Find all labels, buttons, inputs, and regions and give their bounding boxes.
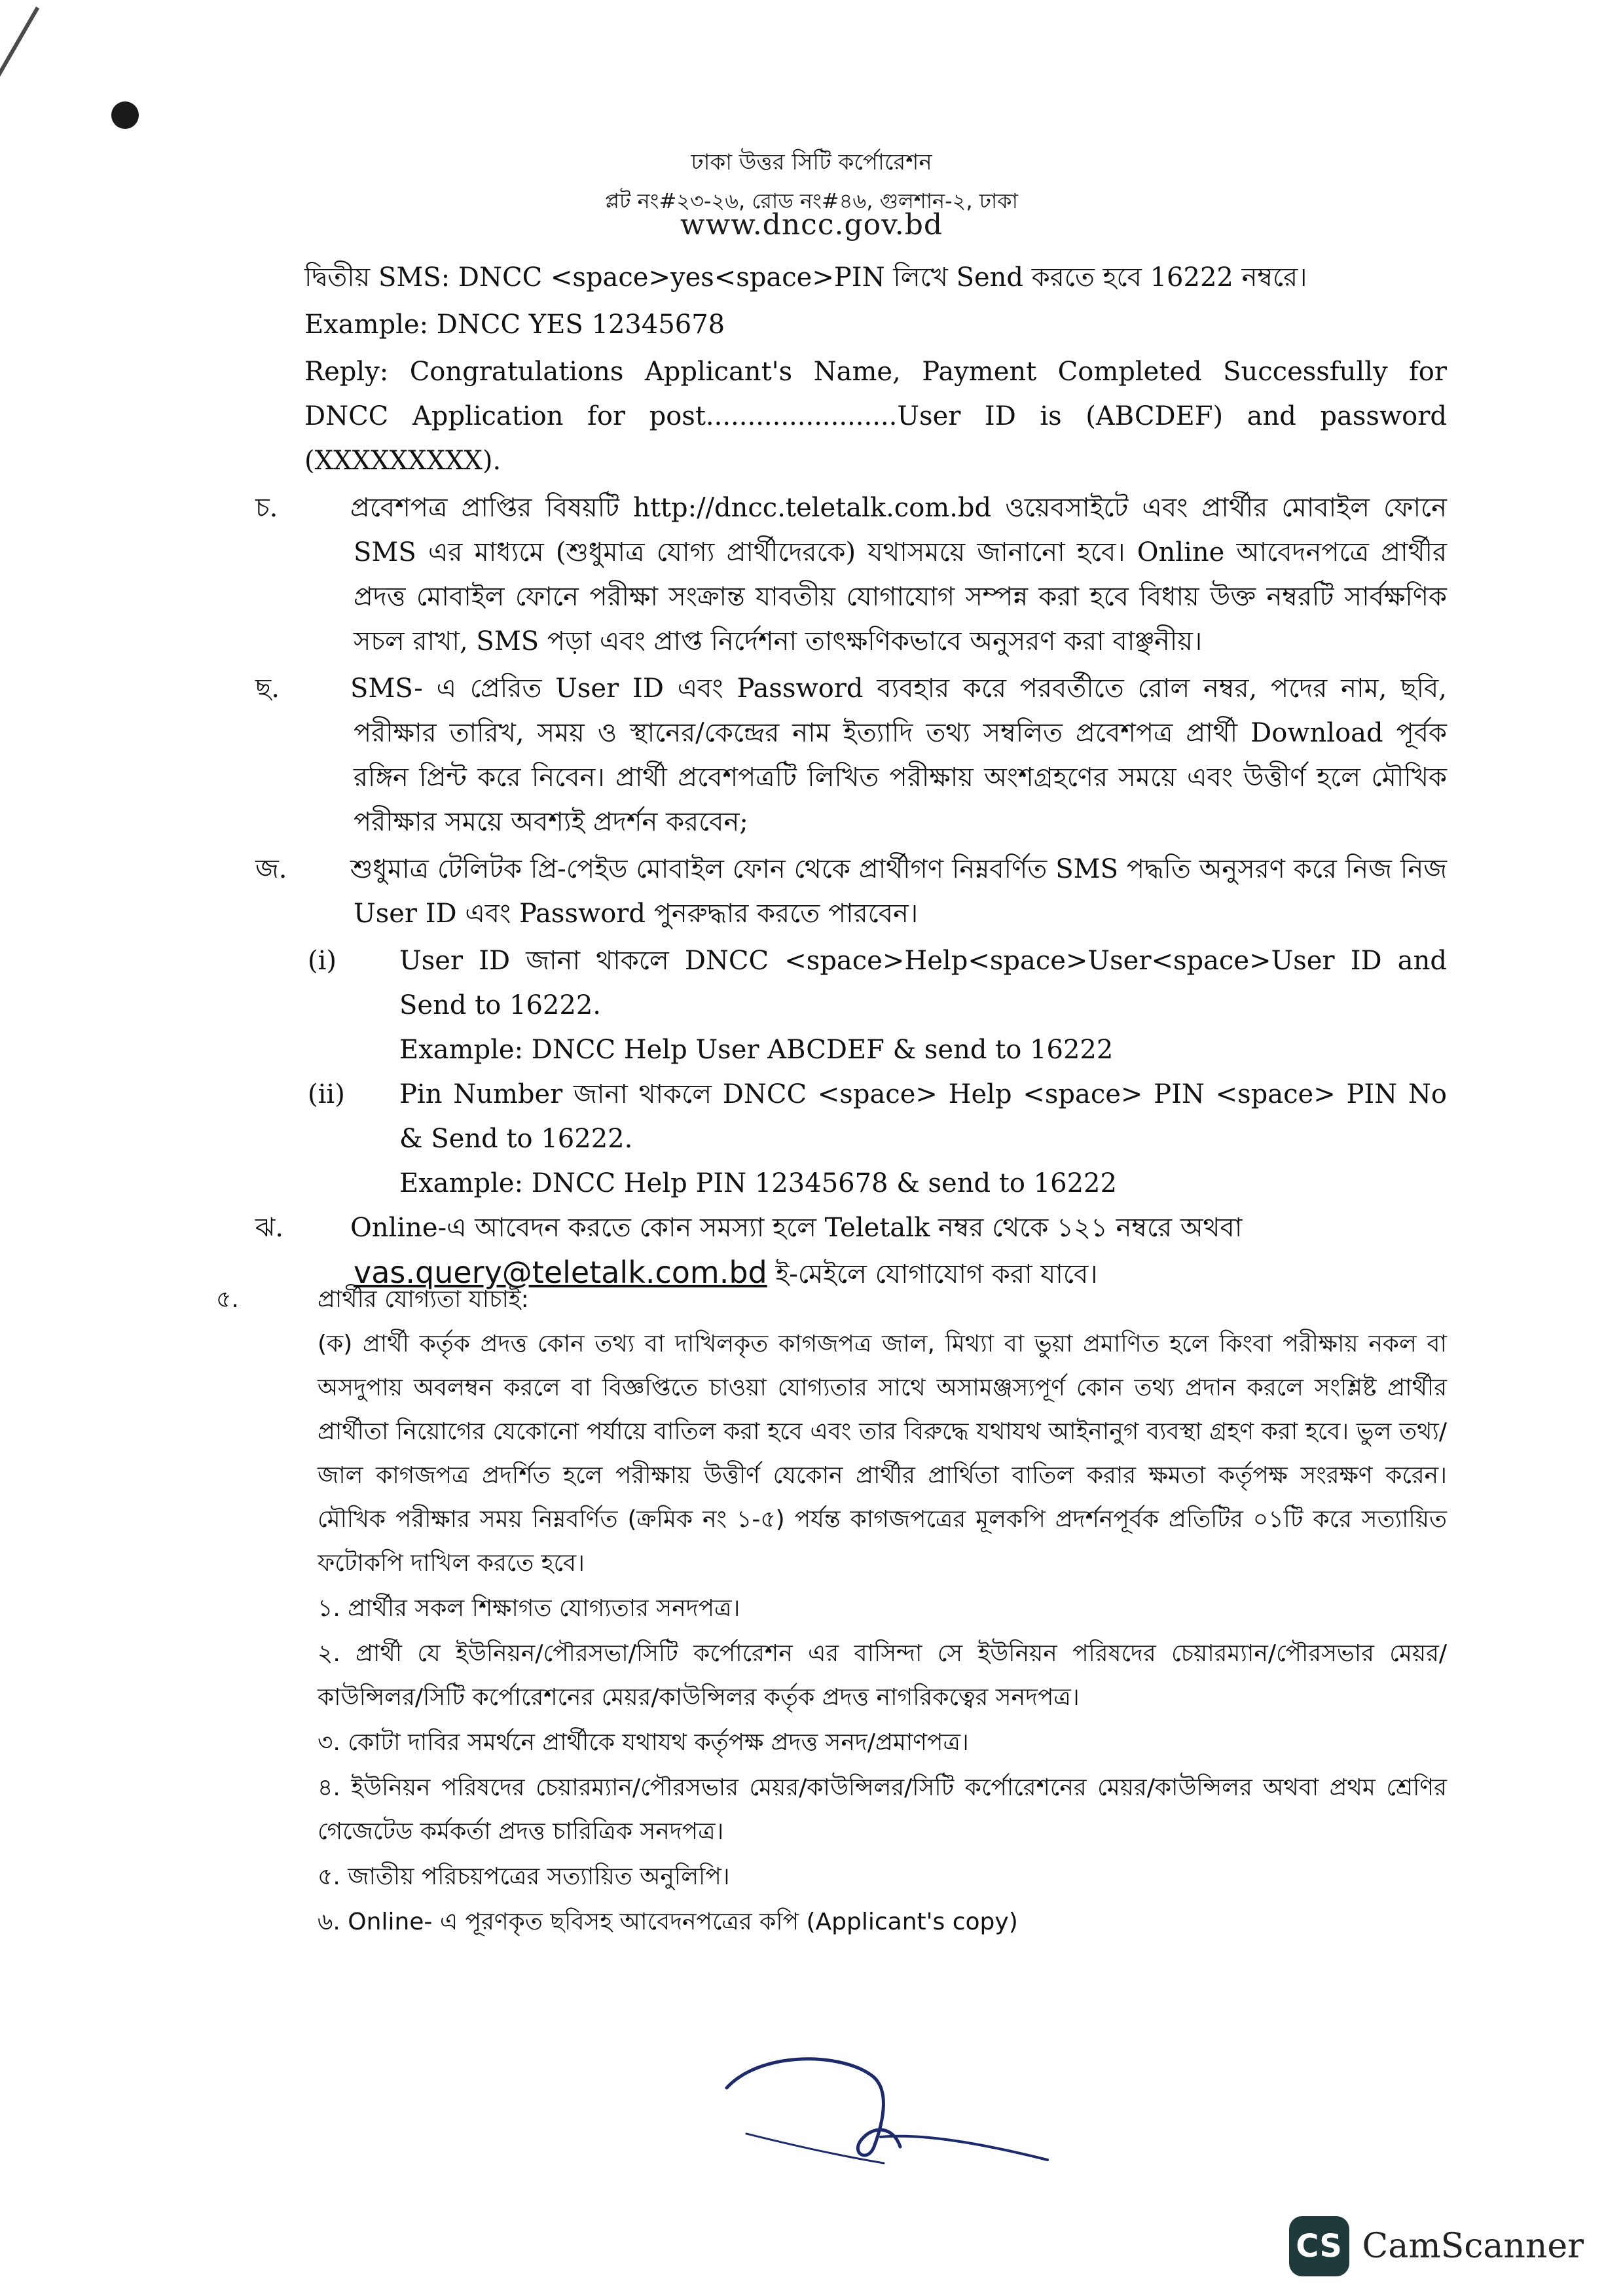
second-sms-instruction: দ্বিতীয় SMS: DNCC <space>yes<space>PIN লিখে Send করতে হবে 16222 নম্বরে। — [304, 262, 1307, 293]
sub-item-i — [304, 939, 1447, 1028]
section5-intro: (ক) প্রার্থী কর্তৃক প্রদত্ত কোন তথ্য বা দাখিলকৃত কাগজপত্র জাল, মিথ্যা বা ভুয়া প্রমাণিত হলে কিংবা পরীক্ষায় নকল বা অসদুপায় অবলম্বন করলে বা বিজ্ঞপ্তিতে চাওয়া যোগ্যতার সাথে অসামঞ্জস্যপূর্ণ কোন তথ্য প্রদান করলে সংশ্লিষ্ট প্রার্থীর প্রার্থীতা নিয়োগের যেকোনো পর্যায়ে বাতিল করা হবে এবং তার বিরুদ্ধে যথাযথ আইনানুগ ব্যবস্থা গ্রহণ করা হবে। ভুল তথ্য/জাল কাগজপত্র প্রদর্শিত হলে পরীক্ষায় উত্তীর্ণ যেকোন প্রার্থীর প্রার্থিতা বাতিল করার ক্ষমতা কর্তৃপক্ষ সংরক্ষণ করেন। মৌখিক পরীক্ষার সময় নিম্নবর্ণিত (ক্রমিক নং ১-৫) পর্যন্ত কাগজপত্রের মূলকপি প্রদর্শনপূর্বক প্রতিটির ০১টি করে সত্যায়িত ফটোকপি দাখিল করতে হবে। — [318, 1331, 1447, 1577]
doc-list-item-6: ৬. Online- এ পূরণকৃত ছবিসহ আবেদনপত্রের কপি (Applicant's copy) — [318, 1909, 1018, 1935]
section5-title: প্রার্থীর যোগ্যতা যাচাই: — [318, 1286, 529, 1313]
item-jha-text-after: ই-মেইলে যোগাযোগ করা যাবে। — [767, 1259, 1098, 1289]
camscanner-watermark — [1289, 2216, 1584, 2276]
camscanner-name: CamScanner — [1362, 2227, 1584, 2266]
doc-list-item-1: ১. প্রার্থীর সকল শিক্ষাগত যোগ্যতার সনদপত্র। — [318, 1595, 740, 1622]
org-website: www.dncc.gov.bd — [680, 208, 943, 242]
item-cha-text: প্রবেশপত্র প্রাপ্তির বিষয়টি http://dncc.teletalk.com.bd ওয়েবসাইটে এবং প্রার্থীর মোবাইল ফোনে SMS এর মাধ্যমে (শুধুমাত্র যোগ্য প্রার্থীদেরকে) যথাসময়ে জানানো হবে। Online আবেদনপত্রে প্রার্থীর প্রদত্ত মোবাইল ফোনে পরীক্ষা সংক্রান্ত যাবতীয় যোগাযোগ সম্পন্ন করা হবে বিধায় উক্ত নম্বরটি সার্বক্ষণিক সচল রাখা, SMS পড়া এবং প্রাপ্ত নির্দেশনা তাৎক্ষণিকভাবে অনুসরণ করা বাঞ্ছনীয়। — [350, 493, 1447, 656]
sub-item-ii-text: Pin Number জানা থাকলে DNCC <space> Help <space> PIN <space> PIN No & Send to 16222. — [399, 1079, 1447, 1154]
sub-item-i-number: (i) — [308, 946, 337, 976]
org-address: প্লট নং#২৩-২৬, রোড নং#৪৬, গুলশান-২, ঢাকা — [605, 188, 1018, 213]
handwritten-signature — [720, 2049, 1061, 2179]
item-chha — [255, 666, 1447, 844]
item-ja — [255, 847, 1447, 936]
sms-instructions-block — [255, 255, 1447, 1299]
item-chha-text: SMS- এ প্রেরিত User ID এবং Password ব্যবহার করে পরবর্তীতে রোল নম্বর, পদের নাম, ছবি, পরীক্ষার তারিখ, সময় ও স্থানের/কেন্দ্রের নাম ইত্যাদি তথ্য সম্বলিত প্রবেশপত্র প্রার্থী Download পূর্বক রঙ্গিন প্রিন্ট করে নিবেন। প্রার্থী প্রবেশপত্রটি লিখিত পরীক্ষায় অংশগ্রহণের সময়ে এবং উত্তীর্ণ হলে মৌখিক পরীক্ষার সময়ে অবশ্যই প্রদর্শন করবেন; — [350, 673, 1447, 837]
sms-example: Example: DNCC YES 12345678 — [304, 310, 725, 340]
doc-list-item-2: ২. প্রার্থী যে ইউনিয়ন/পৌরসভা/সিটি কর্পোরেশন এর বাসিন্দা সে ইউনিয়ন পরিষদের চেয়ারম্যান/পৌরসভার মেয়র/কাউন্সিলর/সিটি কর্পোরেশনের মেয়র/কাউন্সিলর কর্তৃক প্রদত্ত নাগরিকত্বের সনদপত্র। — [318, 1640, 1447, 1711]
sms-reply: Reply: Congratulations Applicant's Name, Payment Completed Successfully for DNCC Application for post.......................User ID is (ABCDEF) and password (XXXXXXXXX). — [304, 357, 1447, 476]
item-cha-marker: চ. — [255, 493, 278, 523]
item-cha — [255, 486, 1447, 664]
item-ja-marker: জ. — [255, 854, 287, 884]
item-chha-marker: ছ. — [255, 673, 280, 704]
section5-number: ৫. — [216, 1286, 239, 1313]
doc-list-item-5: ৫. জাতীয় পরিচয়পত্রের সত্যায়িত অনুলিপি। — [318, 1863, 730, 1890]
section5-body — [318, 1322, 1447, 1945]
sub-item-i-example: Example: DNCC Help User ABCDEF & send to 16222 — [399, 1035, 1114, 1065]
item-ja-text: শুধুমাত্র টেলিটক প্রি-পেইড মোবাইল ফোন থেকে প্রার্থীগণ নিম্নবর্ণিত SMS পদ্ধতি অনুসরণ করে নিজ নিজ User ID এবং Password পুনরুদ্ধার করতে পারবেন। — [350, 854, 1447, 929]
item-jha-marker: ঝ. — [255, 1213, 283, 1243]
sub-item-ii — [304, 1072, 1447, 1161]
sub-item-ii-example: Example: DNCC Help PIN 12345678 & send to 16222 — [399, 1168, 1117, 1198]
sub-item-ii-number: (ii) — [308, 1079, 345, 1109]
sub-item-i-text: User ID জানা থাকলে DNCC <space>Help<space>User<space>User ID and Send to 16222. — [399, 946, 1447, 1020]
org-name: ঢাকা উত্তর সিটি কর্পোরেশন — [691, 149, 932, 175]
support-email-link[interactable]: vas.query@teletalk.com.bd — [354, 1255, 767, 1290]
doc-list-item-4: ৪. ইউনিয়ন পরিষদের চেয়ারম্যান/পৌরসভার মেয়র/কাউন্সিলর/সিটি কর্পোরেশনের মেয়র/কাউন্সিলর অথবা প্রথম শ্রেণির গেজেটেড কর্মকর্তা প্রদত্ত চারিত্রিক সনদপত্র। — [318, 1774, 1447, 1845]
camscanner-logo-icon: CS — [1289, 2216, 1349, 2276]
item-jha-text: Online-এ আবেদন করতে কোন সমস্যা হলে Teletalk নম্বর থেকে ১২১ নম্বরে অথবা — [350, 1213, 1243, 1243]
punch-hole — [111, 101, 139, 129]
doc-list-item-3: ৩. কোটা দাবির সমর্থনে প্রার্থীকে যথাযথ কর্তৃপক্ষ প্রদত্ত সনদ/প্রমাণপত্র। — [318, 1729, 969, 1756]
